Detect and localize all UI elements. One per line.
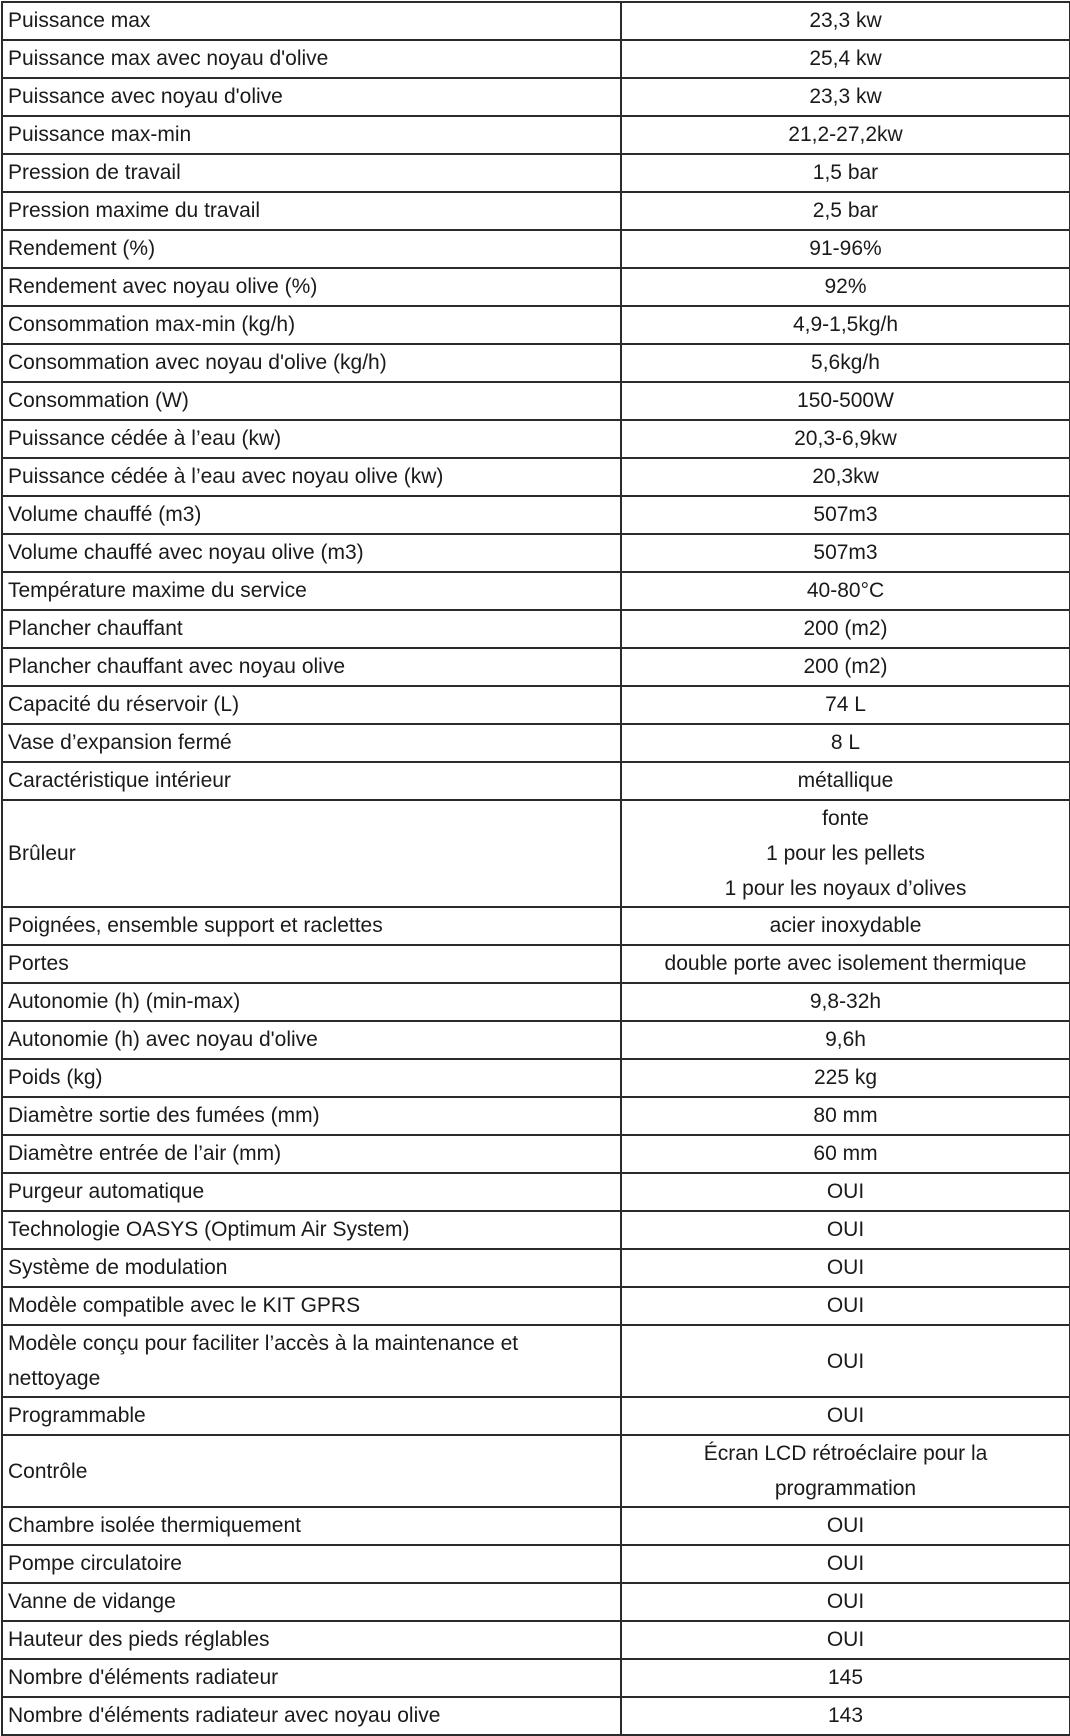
table-row <box>2 1697 1070 1735</box>
spec-label: Température maxime du service <box>2 572 621 610</box>
spec-value: 507m3 <box>621 534 1070 572</box>
spec-value: OUI <box>621 1507 1070 1545</box>
table-row <box>2 534 1070 572</box>
spec-label: Autonomie (h) (min-max) <box>2 983 621 1021</box>
spec-label: Hauteur des pieds réglables <box>2 1621 621 1659</box>
spec-label: Programmable <box>2 1397 621 1435</box>
spec-label: Purgeur automatique <box>2 1173 621 1211</box>
table-row <box>2 572 1070 610</box>
spec-label: Puissance cédée à l’eau (kw) <box>2 420 621 458</box>
spec-value: double porte avec isolement thermique <box>621 945 1070 983</box>
table-row <box>2 1659 1070 1697</box>
spec-label: Consommation max-min (kg/h) <box>2 306 621 344</box>
spec-value: métallique <box>621 762 1070 800</box>
spec-value: OUI <box>621 1545 1070 1583</box>
table-row <box>2 40 1070 78</box>
spec-label: Diamètre entrée de l’air (mm) <box>2 1135 621 1173</box>
table-row <box>2 686 1070 724</box>
spec-label: Brûleur <box>2 800 621 907</box>
spec-value: 143 <box>621 1697 1070 1735</box>
spec-value: 9,6h <box>621 1021 1070 1059</box>
table-row <box>2 268 1070 306</box>
spec-label: Caractéristique intérieur <box>2 762 621 800</box>
table-row <box>2 154 1070 192</box>
spec-label: Autonomie (h) avec noyau d'olive <box>2 1021 621 1059</box>
spec-label: Plancher chauffant <box>2 610 621 648</box>
spec-label: Poids (kg) <box>2 1059 621 1097</box>
spec-label: Pompe circulatoire <box>2 1545 621 1583</box>
spec-label: Technologie OASYS (Optimum Air System) <box>2 1211 621 1249</box>
table-row <box>2 1211 1070 1249</box>
spec-value: 4,9-1,5kg/h <box>621 306 1070 344</box>
spec-value: 60 mm <box>621 1135 1070 1173</box>
spec-label: Vase d’expansion fermé <box>2 724 621 762</box>
table-row <box>2 983 1070 1021</box>
spec-label: Volume chauffé avec noyau olive (m3) <box>2 534 621 572</box>
spec-value: 200 (m2) <box>621 610 1070 648</box>
table-row <box>2 2 1070 40</box>
table-row <box>2 1621 1070 1659</box>
table-row <box>2 306 1070 344</box>
spec-label: Volume chauffé (m3) <box>2 496 621 534</box>
spec-value: acier inoxydable <box>621 907 1070 945</box>
table-row <box>2 1021 1070 1059</box>
table-row <box>2 192 1070 230</box>
table-row <box>2 458 1070 496</box>
spec-label: Puissance max <box>2 2 621 40</box>
spec-value: 25,4 kw <box>621 40 1070 78</box>
spec-value: OUI <box>621 1249 1070 1287</box>
spec-value: 2,5 bar <box>621 192 1070 230</box>
spec-value: 40-80°C <box>621 572 1070 610</box>
spec-value: OUI <box>621 1397 1070 1435</box>
spec-value: OUI <box>621 1583 1070 1621</box>
table-row <box>2 1397 1070 1435</box>
spec-value: Écran LCD rétroéclaire pour la programmation <box>621 1435 1070 1507</box>
spec-value: 150-500W <box>621 382 1070 420</box>
table-row <box>2 496 1070 534</box>
table-row <box>2 230 1070 268</box>
spec-label: Chambre isolée thermiquement <box>2 1507 621 1545</box>
spec-value: 145 <box>621 1659 1070 1697</box>
spec-label: Diamètre sortie des fumées (mm) <box>2 1097 621 1135</box>
table-row <box>2 800 1070 907</box>
specifications-table-body <box>2 2 1070 1735</box>
spec-label: Nombre d'éléments radiateur <box>2 1659 621 1697</box>
spec-value: 21,2-27,2kw <box>621 116 1070 154</box>
table-row <box>2 648 1070 686</box>
spec-value: 91-96% <box>621 230 1070 268</box>
table-row <box>2 420 1070 458</box>
table-row <box>2 762 1070 800</box>
spec-value: 20,3kw <box>621 458 1070 496</box>
specifications-table <box>1 1 1070 1736</box>
spec-value: OUI <box>621 1287 1070 1325</box>
spec-label: Contrôle <box>2 1435 621 1507</box>
table-row <box>2 1287 1070 1325</box>
spec-label: Rendement (%) <box>2 230 621 268</box>
spec-label: Pression de travail <box>2 154 621 192</box>
table-row <box>2 1507 1070 1545</box>
spec-value: OUI <box>621 1325 1070 1397</box>
table-row <box>2 945 1070 983</box>
spec-value: fonte 1 pour les pellets 1 pour les noyaux d’olives <box>621 800 1070 907</box>
spec-label: Plancher chauffant avec noyau olive <box>2 648 621 686</box>
table-row <box>2 1545 1070 1583</box>
spec-value: OUI <box>621 1173 1070 1211</box>
table-row <box>2 1583 1070 1621</box>
spec-value: OUI <box>621 1621 1070 1659</box>
spec-label: Nombre d'éléments radiateur avec noyau olive <box>2 1697 621 1735</box>
spec-label: Modèle conçu pour faciliter l’accès à la maintenance et nettoyage <box>2 1325 621 1397</box>
spec-label: Rendement avec noyau olive (%) <box>2 268 621 306</box>
spec-label: Puissance max-min <box>2 116 621 154</box>
table-row <box>2 610 1070 648</box>
table-row <box>2 382 1070 420</box>
table-row <box>2 1135 1070 1173</box>
spec-label: Puissance avec noyau d'olive <box>2 78 621 116</box>
spec-value: 23,3 kw <box>621 78 1070 116</box>
table-row <box>2 1097 1070 1135</box>
spec-value: 80 mm <box>621 1097 1070 1135</box>
spec-label: Modèle compatible avec le KIT GPRS <box>2 1287 621 1325</box>
spec-label: Système de modulation <box>2 1249 621 1287</box>
spec-label: Portes <box>2 945 621 983</box>
spec-label: Vanne de vidange <box>2 1583 621 1621</box>
table-row <box>2 78 1070 116</box>
spec-value: 74 L <box>621 686 1070 724</box>
spec-value: OUI <box>621 1211 1070 1249</box>
table-row <box>2 1059 1070 1097</box>
table-row <box>2 1249 1070 1287</box>
spec-value: 92% <box>621 268 1070 306</box>
table-row <box>2 1325 1070 1397</box>
spec-label: Pression maxime du travail <box>2 192 621 230</box>
spec-value: 1,5 bar <box>621 154 1070 192</box>
spec-label: Poignées, ensemble support et raclettes <box>2 907 621 945</box>
spec-value: 20,3-6,9kw <box>621 420 1070 458</box>
spec-label: Capacité du réservoir (L) <box>2 686 621 724</box>
spec-value: 5,6kg/h <box>621 344 1070 382</box>
spec-label: Consommation (W) <box>2 382 621 420</box>
spec-value: 507m3 <box>621 496 1070 534</box>
table-row <box>2 344 1070 382</box>
spec-label: Consommation avec noyau d'olive (kg/h) <box>2 344 621 382</box>
spec-value: 8 L <box>621 724 1070 762</box>
spec-value: 23,3 kw <box>621 2 1070 40</box>
table-row <box>2 1435 1070 1507</box>
spec-label: Puissance cédée à l’eau avec noyau olive (kw) <box>2 458 621 496</box>
spec-value: 9,8-32h <box>621 983 1070 1021</box>
table-row <box>2 1173 1070 1211</box>
table-row <box>2 724 1070 762</box>
table-row <box>2 907 1070 945</box>
spec-value: 200 (m2) <box>621 648 1070 686</box>
spec-label: Puissance max avec noyau d'olive <box>2 40 621 78</box>
table-row <box>2 116 1070 154</box>
spec-value: 225 kg <box>621 1059 1070 1097</box>
